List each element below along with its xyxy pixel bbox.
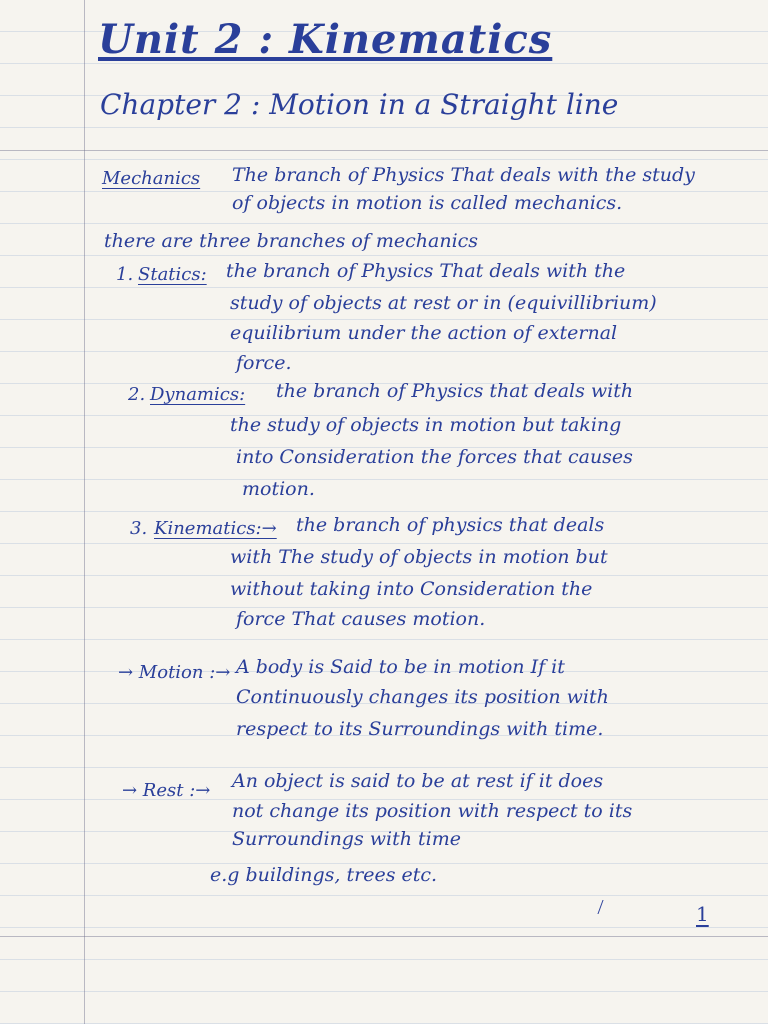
statics-number: 1.	[116, 264, 134, 285]
rest-line-3: Surroundings with time	[232, 828, 461, 850]
statics-line-1: the branch of Physics That deals with the	[226, 260, 626, 282]
motion-line-1: A body is Said to be in motion If it	[236, 656, 565, 678]
dynamics-term: Dynamics:	[150, 384, 246, 405]
pen-mark	[597, 900, 613, 914]
dynamics-line-3: into Consideration the forces that causes	[236, 446, 633, 468]
header-rule	[0, 150, 768, 151]
dynamics-line-1: the branch of Physics that deals with	[276, 380, 634, 402]
statics-line-4: force.	[236, 352, 292, 374]
branches-intro: there are three branches of mechanics	[104, 230, 479, 252]
chapter-title: Chapter 2 : Motion in a Straight line	[100, 88, 619, 121]
motion-line-3: respect to its Surroundings with time.	[236, 718, 604, 740]
rest-line-2: not change its position with respect to its	[232, 800, 633, 822]
mechanics-term: Mechanics	[102, 168, 201, 189]
dynamics-number: 2.	[128, 384, 146, 405]
dynamics-line-2: the study of objects in motion but taking	[230, 414, 622, 436]
kinematics-line-4: force That causes motion.	[236, 608, 486, 630]
mechanics-line-2: of objects in motion is called mechanics.	[232, 192, 623, 214]
rest-term: → Rest :→	[122, 780, 211, 801]
rest-example: e.g buildings, trees etc.	[210, 864, 438, 886]
kinematics-number: 3.	[130, 518, 148, 539]
statics-line-2: study of objects at rest or in (equivillibrium)	[230, 292, 657, 314]
kinematics-line-1: the branch of physics that deals	[296, 514, 605, 536]
motion-term: → Motion :→	[118, 662, 231, 683]
footer-rule	[0, 936, 768, 937]
kinematics-term: Kinematics:→	[154, 518, 277, 539]
dynamics-line-4: motion.	[242, 478, 315, 500]
motion-line-2: Continuously changes its position with	[236, 686, 609, 708]
statics-term: Statics:	[138, 264, 207, 285]
mechanics-line-1: The branch of Physics That deals with the study	[232, 164, 695, 186]
rest-line-1: An object is said to be at rest if it does	[232, 770, 604, 792]
unit-title: Unit 2 : Kinematics	[98, 16, 553, 63]
kinematics-line-2: with The study of objects in motion but	[230, 546, 608, 568]
kinematics-line-3: without taking into Consideration the	[230, 578, 593, 600]
page-number: 1	[696, 902, 709, 926]
statics-line-3: equilibrium under the action of external	[230, 322, 618, 344]
margin-line	[84, 0, 85, 1024]
